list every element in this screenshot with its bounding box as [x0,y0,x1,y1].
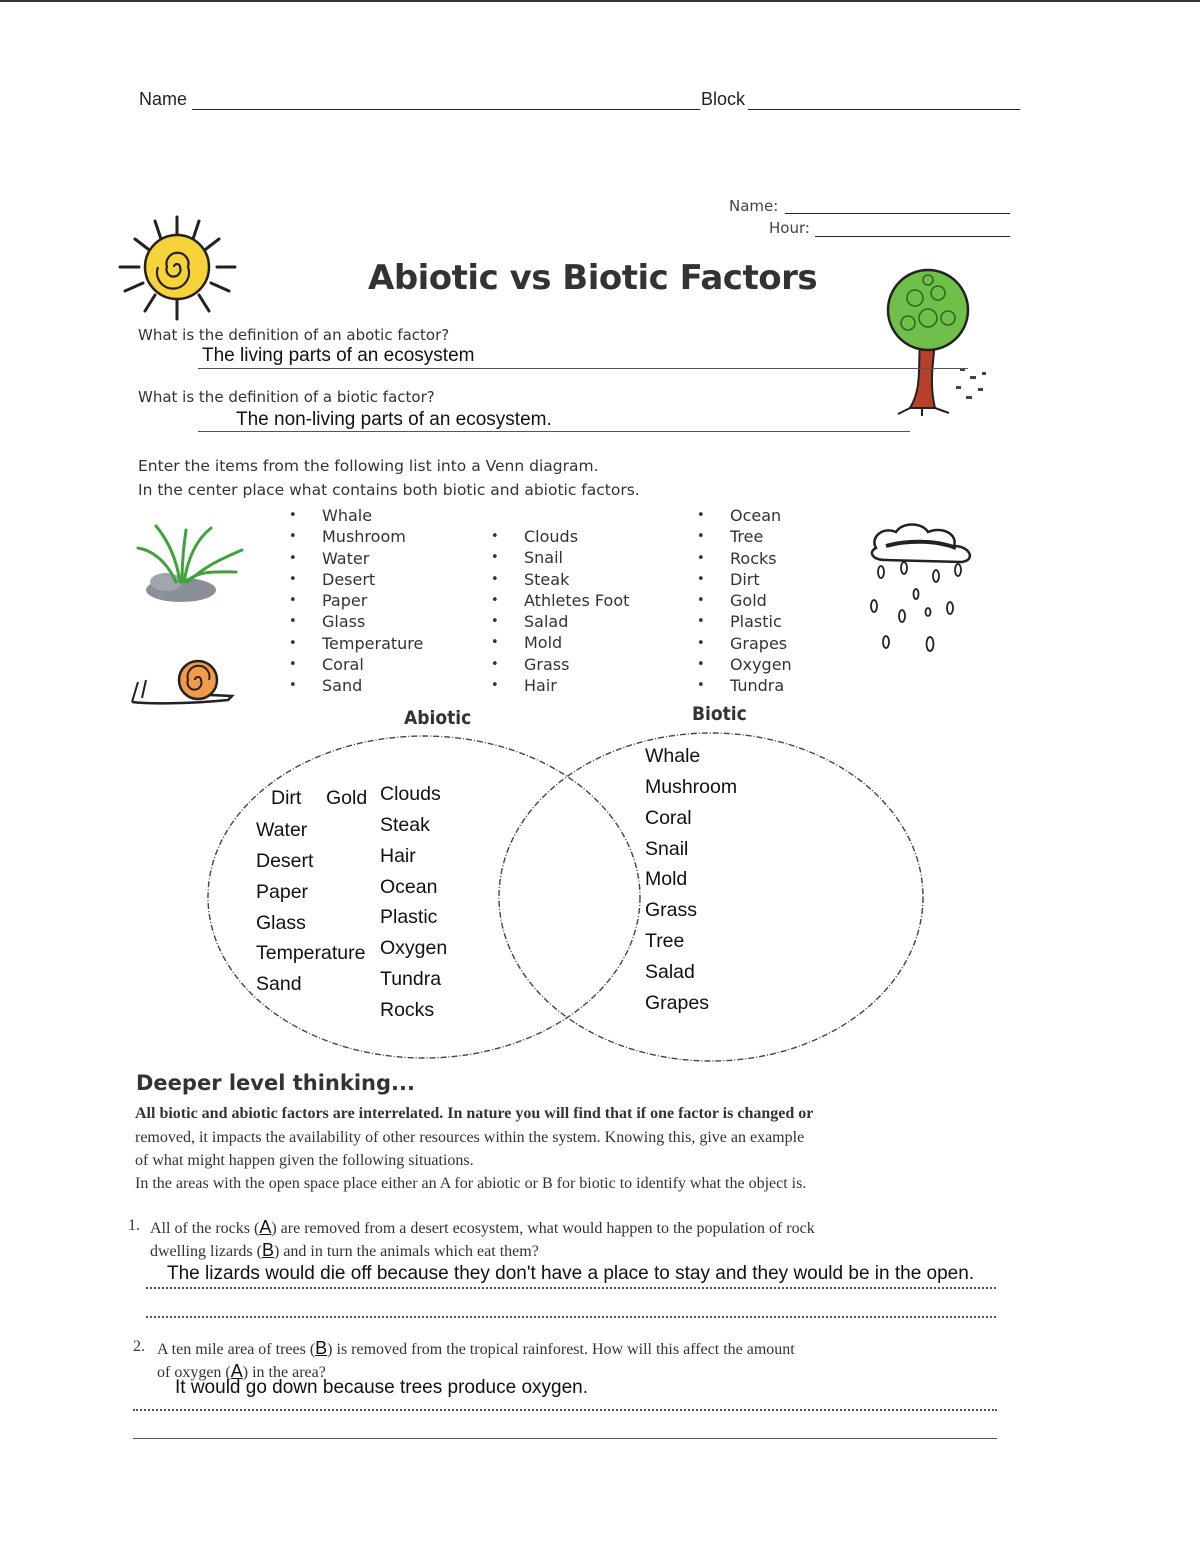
venn-biotic-item[interactable]: Mold [645,868,688,890]
venn-abiotic-item[interactable]: Hair [380,845,416,867]
question-text: ) in the area? [242,1364,326,1381]
list-item: • Plastic [697,611,792,632]
venn-abiotic-item[interactable]: Dirt [271,787,302,809]
venn-abiotic-item[interactable]: Clouds [380,783,441,805]
question-text: All of the rocks ( [150,1220,260,1237]
question-1-line-1 [150,1217,815,1238]
list-item: • Grapes [697,633,792,654]
venn-abiotic-label: Abiotic [404,707,472,729]
venn-biotic-item[interactable]: Whale [645,745,701,767]
question-1-number: 1. [128,1217,140,1234]
answer-line [133,1409,997,1411]
venn-abiotic-item[interactable]: Sand [256,973,302,995]
list-item: • Glass [289,611,423,632]
list-item: • Athletes Foot [491,590,629,611]
venn-abiotic-item[interactable]: Oxygen [380,937,448,959]
venn-biotic-item[interactable]: Grapes [645,992,709,1014]
venn-abiotic-item[interactable]: Ocean [380,876,438,898]
list-item: • Tundra [697,675,792,696]
list-item: • Mold [491,632,629,653]
block-label: Block [701,89,746,109]
list-item: • Salad [491,611,629,632]
venn-biotic-item[interactable]: Grass [645,899,698,921]
venn-abiotic-item[interactable]: Temperature [256,942,366,964]
deeper-paragraph-line: In the areas with the open space place either an A for abiotic or B for biotic to identify what the object is. [135,1175,807,1192]
form-name-label: Name: [729,197,779,215]
venn-abiotic-item[interactable]: Plastic [380,906,438,928]
definition-question-1: What is the definition of an abotic factor? [138,326,450,344]
question-1-line-2 [150,1240,539,1261]
list-item: • Paper [289,590,423,611]
list-item: • Gold [697,590,792,611]
question-2-blank-1[interactable]: B [315,1338,328,1358]
venn-abiotic-item[interactable]: Paper [256,881,309,903]
venn-biotic-item[interactable]: Mushroom [645,776,738,798]
list-item: • Hair [491,675,629,696]
list-item: • Rocks [697,548,792,569]
question-text: ) and in turn the animals which eat them? [273,1243,539,1260]
question-2-blank-2[interactable]: A [230,1361,243,1381]
form-hour-label: Hour: [769,219,810,237]
list-item: • Sand [289,675,423,696]
venn-biotic-item[interactable]: Tree [645,930,685,952]
answer-line [146,1287,996,1289]
list-item: • Dirt [697,569,792,590]
venn-abiotic-item[interactable]: Desert [256,850,314,872]
list-item: • Water [289,548,423,569]
deeper-thinking-heading: Deeper level thinking... [136,1071,415,1095]
venn-abiotic-item[interactable]: Gold [326,787,368,809]
venn-abiotic-item[interactable]: Steak [380,814,430,836]
question-text: of oxygen ( [157,1364,231,1381]
venn-abiotic-item[interactable]: Tundra [380,968,442,990]
question-2-line-1 [157,1338,795,1359]
list-item: • Mushroom [289,526,423,547]
question-1-blank-1[interactable]: A [259,1217,272,1237]
venn-abiotic-item[interactable]: Rocks [380,999,435,1021]
list-item: • Whale [289,505,423,526]
question-1-blank-2[interactable]: B [261,1240,274,1260]
list-item: • Ocean [697,505,792,526]
definition-question-2: What is the definition of a biotic factor? [138,388,435,406]
name-label: Name [139,89,188,109]
definition-answer-2[interactable]: The non-living parts of an ecosystem. [236,409,552,430]
list-item: • Snail [491,547,629,568]
answer-line [133,1438,997,1439]
question-text: ) is removed from the tropical rainforest. How will this affect the amount [327,1341,795,1358]
instructions-line-1: Enter the items from the following list into a Venn diagram. [138,457,599,475]
venn-biotic-item[interactable]: Salad [645,961,695,983]
venn-abiotic-item[interactable]: Water [256,819,308,841]
question-text: A ten mile area of trees ( [157,1341,316,1358]
question-text: dwelling lizards ( [150,1243,262,1260]
deeper-paragraph-line: removed, it impacts the availability of other resources within the system. Knowing this, give an example [135,1129,805,1146]
list-item: • Oxygen [697,654,792,675]
page-title: Abiotic vs Biotic Factors [368,258,818,298]
venn-biotic-item[interactable]: Snail [645,838,689,860]
list-item: • Grass [491,654,629,675]
answer-line [146,1316,996,1318]
question-1-answer[interactable]: The lizards would die off because they don't have a place to stay and they would be in the open. [167,1263,975,1284]
definition-answer-1[interactable]: The living parts of an ecosystem [202,345,475,366]
deeper-paragraph-line: of what might happen given the following situations. [135,1152,474,1169]
venn-biotic-item[interactable]: Coral [645,807,692,829]
venn-biotic-label: Biotic [692,703,747,725]
list-item: • Temperature [289,633,423,654]
deeper-paragraph-line: All biotic and abiotic factors are interrelated. In nature you will find that if one factor is changed or [135,1105,814,1122]
venn-abiotic-item[interactable]: Glass [256,912,306,934]
question-text: ) are removed from a desert ecosystem, what would happen to the population of rock [271,1220,815,1237]
list-item: • Coral [289,654,423,675]
instructions-line-2: In the center place what contains both biotic and abiotic factors. [138,481,640,499]
question-2-number: 2. [133,1338,145,1355]
list-item: • Steak [491,569,629,590]
list-item: • Tree [697,526,792,547]
list-item: • Desert [289,569,423,590]
list-item: • Clouds [491,526,629,547]
question-2-answer[interactable]: It would go down because trees produce oxygen. [175,1377,588,1398]
